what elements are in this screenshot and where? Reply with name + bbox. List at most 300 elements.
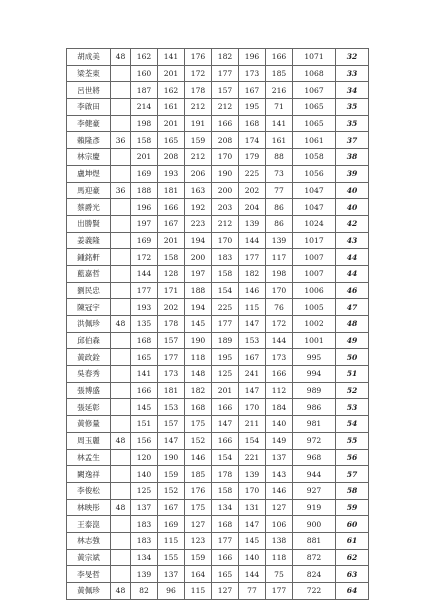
game-score-cell: 167 <box>239 349 266 366</box>
game-score-cell: 168 <box>239 115 266 132</box>
game-score-cell: 123 <box>185 532 212 549</box>
game-score-cell: 118 <box>185 349 212 366</box>
game-score-cell: 86 <box>266 215 293 232</box>
total-score-cell: 1047 <box>293 182 336 199</box>
game-score-cell: 146 <box>185 449 212 466</box>
total-score-cell: 968 <box>293 449 336 466</box>
handicap-cell: 48 <box>111 499 131 516</box>
game-score-cell: 167 <box>158 499 185 516</box>
game-score-cell: 146 <box>266 482 293 499</box>
game-score-cell: 153 <box>158 399 185 416</box>
game-score-cell: 88 <box>266 149 293 166</box>
game-score-cell: 176 <box>185 482 212 499</box>
game-score-cell: 147 <box>158 432 185 449</box>
table-row <box>67 399 369 416</box>
game-score-cell: 158 <box>212 265 239 282</box>
player-name-cell: 馬迎豪 <box>67 182 111 199</box>
game-score-cell: 208 <box>212 132 239 149</box>
total-score-cell: 1058 <box>293 149 336 166</box>
game-score-cell: 195 <box>212 349 239 366</box>
rank-cell: 32 <box>336 49 369 66</box>
game-score-cell: 179 <box>239 149 266 166</box>
game-score-cell: 173 <box>158 366 185 383</box>
game-score-cell: 208 <box>158 149 185 166</box>
handicap-cell <box>111 82 131 99</box>
game-score-cell: 147 <box>239 316 266 333</box>
game-score-cell: 176 <box>185 49 212 66</box>
game-score-cell: 167 <box>239 82 266 99</box>
total-score-cell: 1056 <box>293 165 336 182</box>
game-score-cell: 157 <box>158 416 185 433</box>
game-score-cell: 118 <box>266 549 293 566</box>
game-score-cell: 204 <box>239 199 266 216</box>
game-score-cell: 165 <box>158 132 185 149</box>
game-score-cell: 221 <box>239 449 266 466</box>
game-score-cell: 125 <box>131 482 158 499</box>
player-name-cell: 梁荃東 <box>67 65 111 82</box>
game-score-cell: 106 <box>266 516 293 533</box>
game-score-cell: 201 <box>158 232 185 249</box>
game-score-cell: 115 <box>185 583 212 600</box>
player-name-cell: 王泰崑 <box>67 516 111 533</box>
game-score-cell: 159 <box>185 549 212 566</box>
game-score-cell: 172 <box>266 316 293 333</box>
game-score-cell: 120 <box>131 449 158 466</box>
game-score-cell: 193 <box>158 165 185 182</box>
game-score-cell: 202 <box>158 299 185 316</box>
game-score-cell: 147 <box>239 516 266 533</box>
game-score-cell: 143 <box>266 466 293 483</box>
game-score-cell: 140 <box>239 549 266 566</box>
game-score-cell: 117 <box>266 249 293 266</box>
total-score-cell: 1005 <box>293 299 336 316</box>
table-row <box>67 316 369 333</box>
player-name-cell: 胡成美 <box>67 49 111 66</box>
table-row <box>67 65 369 82</box>
game-score-cell: 196 <box>239 49 266 66</box>
game-score-cell: 140 <box>266 416 293 433</box>
game-score-cell: 77 <box>266 182 293 199</box>
player-name-cell: 李俊松 <box>67 482 111 499</box>
game-score-cell: 168 <box>185 399 212 416</box>
game-score-cell: 177 <box>158 349 185 366</box>
game-score-cell: 190 <box>185 332 212 349</box>
game-score-cell: 76 <box>266 299 293 316</box>
player-name-cell: 周玉麗 <box>67 432 111 449</box>
player-name-cell: 黃宗斌 <box>67 549 111 566</box>
game-score-cell: 185 <box>185 466 212 483</box>
game-score-cell: 160 <box>131 65 158 82</box>
total-score-cell: 1067 <box>293 82 336 99</box>
game-score-cell: 198 <box>131 115 158 132</box>
game-score-cell: 212 <box>212 99 239 116</box>
game-score-cell: 177 <box>131 282 158 299</box>
game-score-cell: 193 <box>131 299 158 316</box>
game-score-cell: 183 <box>131 516 158 533</box>
total-score-cell: 1006 <box>293 282 336 299</box>
score-table <box>66 48 369 600</box>
rank-cell: 43 <box>336 232 369 249</box>
game-score-cell: 198 <box>266 265 293 282</box>
player-name-cell: 張博盛 <box>67 382 111 399</box>
total-score-cell: 824 <box>293 566 336 583</box>
game-score-cell: 139 <box>266 232 293 249</box>
game-score-cell: 144 <box>239 232 266 249</box>
game-score-cell: 196 <box>131 199 158 216</box>
handicap-cell <box>111 149 131 166</box>
game-score-cell: 177 <box>266 583 293 600</box>
handicap-cell <box>111 466 131 483</box>
game-score-cell: 166 <box>212 115 239 132</box>
total-score-cell: 1068 <box>293 65 336 82</box>
game-score-cell: 127 <box>185 516 212 533</box>
player-name-cell: 李啟田 <box>67 99 111 116</box>
game-score-cell: 152 <box>185 432 212 449</box>
table-row <box>67 382 369 399</box>
game-score-cell: 139 <box>239 215 266 232</box>
game-score-cell: 154 <box>212 449 239 466</box>
game-score-cell: 190 <box>212 165 239 182</box>
game-score-cell: 169 <box>158 516 185 533</box>
handicap-cell <box>111 516 131 533</box>
game-score-cell: 203 <box>212 199 239 216</box>
table-row <box>67 149 369 166</box>
game-score-cell: 168 <box>212 516 239 533</box>
game-score-cell: 154 <box>212 282 239 299</box>
handicap-cell <box>111 265 131 282</box>
game-score-cell: 139 <box>239 466 266 483</box>
handicap-cell <box>111 416 131 433</box>
game-score-cell: 177 <box>212 532 239 549</box>
game-score-cell: 181 <box>158 382 185 399</box>
game-score-cell: 166 <box>266 366 293 383</box>
game-score-cell: 134 <box>212 499 239 516</box>
total-score-cell: 872 <box>293 549 336 566</box>
table-row <box>67 249 369 266</box>
game-score-cell: 183 <box>131 532 158 549</box>
game-score-cell: 211 <box>239 416 266 433</box>
table-row <box>67 199 369 216</box>
rank-cell: 39 <box>336 165 369 182</box>
handicap-cell <box>111 382 131 399</box>
game-score-cell: 131 <box>239 499 266 516</box>
total-score-cell: 1007 <box>293 249 336 266</box>
game-score-cell: 164 <box>185 566 212 583</box>
total-score-cell: 1007 <box>293 265 336 282</box>
rank-cell: 46 <box>336 282 369 299</box>
game-score-cell: 166 <box>158 199 185 216</box>
handicap-cell <box>111 65 131 82</box>
player-name-cell: 出勝賢 <box>67 215 111 232</box>
game-score-cell: 82 <box>131 583 158 600</box>
table-row <box>67 549 369 566</box>
handicap-cell: 36 <box>111 132 131 149</box>
player-name-cell: 林宗慶 <box>67 149 111 166</box>
table-row <box>67 366 369 383</box>
total-score-cell: 972 <box>293 432 336 449</box>
game-score-cell: 177 <box>239 249 266 266</box>
game-score-cell: 148 <box>185 366 212 383</box>
game-score-cell: 71 <box>266 99 293 116</box>
game-score-cell: 144 <box>239 566 266 583</box>
table-row <box>67 482 369 499</box>
total-score-cell: 722 <box>293 583 336 600</box>
game-score-cell: 157 <box>212 82 239 99</box>
game-score-cell: 166 <box>212 399 239 416</box>
handicap-cell <box>111 115 131 132</box>
game-score-cell: 86 <box>266 199 293 216</box>
player-name-cell: 鍾銘軒 <box>67 249 111 266</box>
handicap-cell <box>111 282 131 299</box>
rank-cell: 40 <box>336 199 369 216</box>
table-row <box>67 215 369 232</box>
total-score-cell: 1071 <box>293 49 336 66</box>
table-row <box>67 499 369 516</box>
game-score-cell: 201 <box>131 149 158 166</box>
player-name-cell: 林孟生 <box>67 449 111 466</box>
player-name-cell: 邱伯森 <box>67 332 111 349</box>
game-score-cell: 153 <box>239 332 266 349</box>
game-score-cell: 216 <box>266 82 293 99</box>
game-score-cell: 163 <box>185 182 212 199</box>
handicap-cell <box>111 549 131 566</box>
table-row <box>67 132 369 149</box>
game-score-cell: 162 <box>131 49 158 66</box>
total-score-cell: 1002 <box>293 316 336 333</box>
game-score-cell: 182 <box>185 382 212 399</box>
player-name-cell: 盧坤煜 <box>67 165 111 182</box>
game-score-cell: 201 <box>158 65 185 82</box>
game-score-cell: 212 <box>212 215 239 232</box>
game-score-cell: 161 <box>266 132 293 149</box>
total-score-cell: 881 <box>293 532 336 549</box>
game-score-cell: 212 <box>185 149 212 166</box>
rank-cell: 61 <box>336 532 369 549</box>
game-score-cell: 188 <box>185 282 212 299</box>
game-score-cell: 174 <box>239 132 266 149</box>
game-score-cell: 138 <box>266 532 293 549</box>
player-name-cell: 林映彤 <box>67 499 111 516</box>
table-row <box>67 232 369 249</box>
game-score-cell: 172 <box>185 65 212 82</box>
total-score-cell: 981 <box>293 416 336 433</box>
game-score-cell: 152 <box>158 482 185 499</box>
player-name-cell: 李健豪 <box>67 115 111 132</box>
player-name-cell: 藍嘉哲 <box>67 265 111 282</box>
game-score-cell: 170 <box>212 232 239 249</box>
game-score-cell: 125 <box>212 366 239 383</box>
table-row <box>67 49 369 66</box>
game-score-cell: 194 <box>185 232 212 249</box>
game-score-cell: 170 <box>239 399 266 416</box>
table-row <box>67 182 369 199</box>
game-score-cell: 178 <box>185 82 212 99</box>
rank-cell: 53 <box>336 399 369 416</box>
game-score-cell: 141 <box>131 366 158 383</box>
game-score-cell: 170 <box>212 149 239 166</box>
game-score-cell: 175 <box>185 416 212 433</box>
game-score-cell: 144 <box>131 265 158 282</box>
game-score-cell: 145 <box>131 399 158 416</box>
handicap-cell: 48 <box>111 583 131 600</box>
game-score-cell: 145 <box>185 316 212 333</box>
handicap-cell <box>111 199 131 216</box>
player-name-cell: 黃政銓 <box>67 349 111 366</box>
game-score-cell: 151 <box>131 416 158 433</box>
handicap-cell <box>111 332 131 349</box>
game-score-cell: 185 <box>266 65 293 82</box>
game-score-cell: 137 <box>266 449 293 466</box>
rank-cell: 49 <box>336 332 369 349</box>
game-score-cell: 212 <box>185 99 212 116</box>
handicap-cell <box>111 566 131 583</box>
total-score-cell: 1065 <box>293 115 336 132</box>
game-score-cell: 165 <box>131 349 158 366</box>
handicap-cell <box>111 165 131 182</box>
player-name-cell: 吳春秀 <box>67 366 111 383</box>
rank-cell: 62 <box>336 549 369 566</box>
game-score-cell: 177 <box>212 65 239 82</box>
table-row <box>67 516 369 533</box>
rank-cell: 54 <box>336 416 369 433</box>
game-score-cell: 173 <box>266 349 293 366</box>
handicap-cell: 48 <box>111 316 131 333</box>
game-score-cell: 144 <box>266 332 293 349</box>
player-name-cell: 闕逸祥 <box>67 466 111 483</box>
table-row <box>67 349 369 366</box>
game-score-cell: 214 <box>131 99 158 116</box>
game-score-cell: 167 <box>158 215 185 232</box>
game-score-cell: 197 <box>131 215 158 232</box>
game-score-cell: 112 <box>266 382 293 399</box>
rank-cell: 63 <box>336 566 369 583</box>
rank-cell: 42 <box>336 215 369 232</box>
handicap-cell <box>111 449 131 466</box>
game-score-cell: 145 <box>239 532 266 549</box>
table-row <box>67 165 369 182</box>
game-score-cell: 192 <box>185 199 212 216</box>
game-score-cell: 75 <box>266 566 293 583</box>
rank-cell: 34 <box>336 82 369 99</box>
rank-cell: 57 <box>336 466 369 483</box>
game-score-cell: 187 <box>131 82 158 99</box>
game-score-cell: 195 <box>239 99 266 116</box>
table-row <box>67 466 369 483</box>
game-score-cell: 137 <box>131 499 158 516</box>
game-score-cell: 206 <box>185 165 212 182</box>
game-score-cell: 135 <box>131 316 158 333</box>
player-name-cell: 黃佩珍 <box>67 583 111 600</box>
game-score-cell: 155 <box>158 549 185 566</box>
rank-cell: 64 <box>336 583 369 600</box>
handicap-cell <box>111 249 131 266</box>
handicap-cell <box>111 299 131 316</box>
game-score-cell: 169 <box>131 165 158 182</box>
game-score-cell: 200 <box>212 182 239 199</box>
total-score-cell: 986 <box>293 399 336 416</box>
game-score-cell: 147 <box>212 416 239 433</box>
rank-cell: 51 <box>336 366 369 383</box>
game-score-cell: 177 <box>212 316 239 333</box>
table-row <box>67 299 369 316</box>
game-score-cell: 190 <box>158 449 185 466</box>
rank-cell: 52 <box>336 382 369 399</box>
game-score-cell: 171 <box>158 282 185 299</box>
game-score-cell: 127 <box>212 583 239 600</box>
game-score-cell: 178 <box>212 466 239 483</box>
game-score-cell: 189 <box>212 332 239 349</box>
game-score-cell: 200 <box>185 249 212 266</box>
game-score-cell: 201 <box>158 115 185 132</box>
handicap-cell: 48 <box>111 432 131 449</box>
rank-cell: 35 <box>336 115 369 132</box>
game-score-cell: 225 <box>239 165 266 182</box>
rank-cell: 44 <box>336 265 369 282</box>
player-name-cell: 賴隆彥 <box>67 132 111 149</box>
score-table-body <box>67 49 369 600</box>
game-score-cell: 165 <box>212 566 239 583</box>
table-row <box>67 583 369 600</box>
game-score-cell: 141 <box>158 49 185 66</box>
handicap-cell <box>111 366 131 383</box>
game-score-cell: 128 <box>158 265 185 282</box>
rank-cell: 50 <box>336 349 369 366</box>
rank-cell: 35 <box>336 99 369 116</box>
game-score-cell: 159 <box>158 466 185 483</box>
total-score-cell: 989 <box>293 382 336 399</box>
player-name-cell: 姜義隆 <box>67 232 111 249</box>
total-score-cell: 944 <box>293 466 336 483</box>
player-name-cell: 洪佩珍 <box>67 316 111 333</box>
player-name-cell: 黃修量 <box>67 416 111 433</box>
player-name-cell: 劉民忠 <box>67 282 111 299</box>
total-score-cell: 1017 <box>293 232 336 249</box>
game-score-cell: 115 <box>239 299 266 316</box>
game-score-cell: 147 <box>239 382 266 399</box>
table-row <box>67 99 369 116</box>
game-score-cell: 158 <box>131 132 158 149</box>
game-score-cell: 134 <box>131 549 158 566</box>
game-score-cell: 169 <box>131 232 158 249</box>
game-score-cell: 139 <box>131 566 158 583</box>
game-score-cell: 182 <box>212 49 239 66</box>
game-score-cell: 241 <box>239 366 266 383</box>
rank-cell: 48 <box>336 316 369 333</box>
rank-cell: 55 <box>336 432 369 449</box>
game-score-cell: 73 <box>266 165 293 182</box>
handicap-cell: 36 <box>111 182 131 199</box>
handicap-cell <box>111 399 131 416</box>
rank-cell: 47 <box>336 299 369 316</box>
game-score-cell: 137 <box>158 566 185 583</box>
game-score-cell: 197 <box>185 265 212 282</box>
game-score-cell: 146 <box>239 282 266 299</box>
rank-cell: 60 <box>336 516 369 533</box>
table-row <box>67 115 369 132</box>
game-score-cell: 172 <box>131 249 158 266</box>
player-name-cell: 張延彰 <box>67 399 111 416</box>
total-score-cell: 927 <box>293 482 336 499</box>
game-score-cell: 183 <box>212 249 239 266</box>
handicap-cell <box>111 349 131 366</box>
game-score-cell: 191 <box>185 115 212 132</box>
table-row <box>67 82 369 99</box>
game-score-cell: 184 <box>266 399 293 416</box>
game-score-cell: 201 <box>212 382 239 399</box>
total-score-cell: 1061 <box>293 132 336 149</box>
handicap-cell <box>111 99 131 116</box>
rank-cell: 37 <box>336 132 369 149</box>
